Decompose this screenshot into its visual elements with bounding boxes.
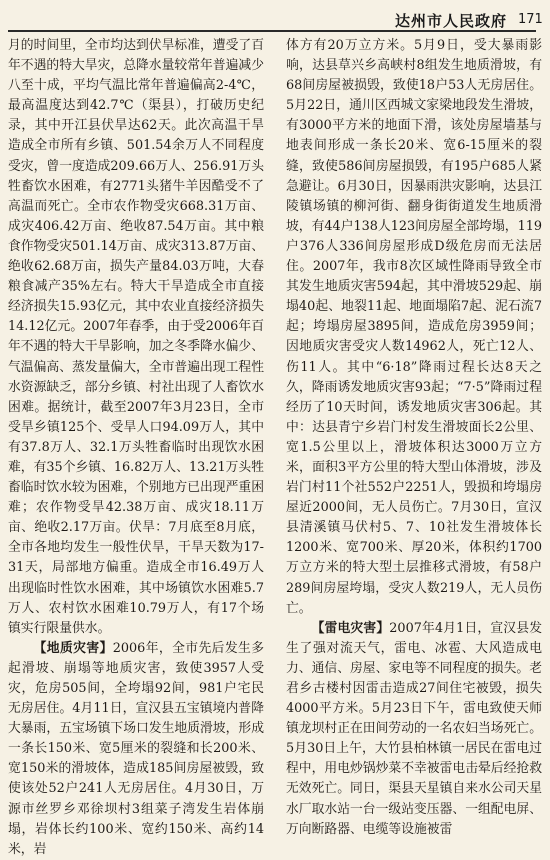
paragraph-drought-continued: 月的时间里，全市均达到伏旱标准，遭受了百年不遇的特大旱灾，总降水量较常年普遍减少八至十成，平均气温比常年普遍偏高2-4℃，最高温度达到42.7℃（渠县），打破历史纪录，其中开江县伏旱达62天。此次高温干旱造成全市所有乡镇、501.54余万人不同程度受灾，曾一度造成209.66万人、256.91万头牲畜饮水困难，有2771头猪牛羊因酷受不了高温而死亡。全市农作物受灾668.31万亩、成灾406.42万亩、绝收87.54万亩。其中粮食作物受灾501.14万亩、成灾313.87万亩、绝收62.68万亩，损失产量84.03万吨，大春粮食减产35%左右。特大干旱造成全市直接经济损失15.93亿元，其中农业直接经济损失14.12亿元。2007年春季，由于受2006年百年不遇的特大干旱影响，加之冬季降水偏少、气温偏高、蒸发量偏大，全市普遍出现工程性水资源缺乏，部分乡镇、村社出现了人畜饮水困难。据统计，截至2007年3月23日，全市受旱乡镇125个、受旱人口94.09万人，其中有37.8万人、32.1万头牲畜临时出现饮水困难，有35个乡镇、16.82万人、13.21万头牲畜临时饮水较为困难，个别地方已出现严重困难；农作物受旱42.38万亩、成灾18.11万亩、绝收2.17万亩。伏旱：7月底至8月底，全市各地均发生一般性伏旱，干旱天数为17-31天，局部地方偏重。造成全市16.49万人出现临时性饮水困难，其中场镇饮水困难5.7万人、农村饮水困难10.79万人，有17个场镇实行限量供水。 [8,38,264,636]
paragraph-geological-disasters [8,639,264,860]
running-header-title: 达州市人民政府 [395,12,508,30]
page-number: 171 [518,12,543,27]
section-tag-lightning: 【雷电灾害】 [311,620,390,636]
paragraph-lightning-disasters [286,619,542,840]
header-rule [8,30,536,32]
paragraph-geological-text: 2006年，全市先后发生多起滑坡、崩塌等地质灾害，致使3957人受灾，危房505间，全垮塌92间，981户宅民无房居住。4月11日，宣汉县五宝镇境内普降大暴雨，五宝场镇下场口发生地质滑坡，形成一条长150米、宽5厘米的裂缝和长200米、宽150米的滑坡体，造成185间房屋被毁，致使该处52户241人无房居住。4月30日，万源市丝罗乡邓徐坝村3组菜子湾发生岩体崩塌，岩体长约100米、宽约150米、高约14米，岩 [8,640,264,857]
paragraph-lightning-text: 2007年4月1日，宣汉县发生了强对流天气，雷电、冰雹、大风造成电力、通信、房屋、家电等不同程度的损失。老君乡古楼村因雷击造成27间住宅被毁，损失4000平方米。5月23日下午，雷电致使天师镇龙坝村正在田间劳动的一名农妇当场死亡。5月30日上午，大竹县柏林镇一居民在雷电过程中，用电炒锅炒菜不幸被雷电击晕后经抢救无效死亡。同日，渠县天星镇自来水公司天星水厂取水站一台一级站变压器、一组配电屏、万向断路器、电缆等设施被雷 [286,620,543,837]
section-tag-geological: 【地质灾害】 [33,640,113,656]
right-column [286,36,542,840]
page-header [0,0,550,34]
left-column [8,36,264,860]
paragraph-geological-continued: 体方有20万立方米。5月9日，受大暴雨影响，达县草兴乡高峡村8组发生地质滑坡，有68间房屋被损毁，致使18户53人无房居住。5月22日，通川区西城文家梁地段发生滑坡，有3000平方米的地面下滑，该处房屋墙基与地表间形成一条长20米、宽6-15厘米的裂缝，致使586间房屋损毁，有195户685人紧急避让。6月30日，因暴雨洪灾影响，达县江陵镇场镇的柳河街、翻身街街道发生地质滑坡，有44户138人123间房屋全部垮塌，119户376人336间房屋形成D级危房而无法居住。2007年，我市8次区域性降雨导致全市其发生地质灾害594起，其中滑坡529起、崩塌40起、地裂11起、地面塌陷7起、泥石流7起；垮塌房屋3895间，造成危房3959间；因地质灾害受灾人数14962人，死亡12人、伤11人。其中“6·18”降雨过程长达8天之久，降雨诱发地质灾害93起；“7·5”降雨过程经历了10天时间，诱发地质灾害306起。其中：达县青宁乡岩门村发生滑坡面长2公里、宽1.5公里以上，滑坡体积达3000万立方米，面积3平方公里的特大型山体滑坡，涉及岩门村11个社552户2251人，毁损和垮塌房屋近2000间，无人员伤亡。7月30日，宣汉县清溪镇马伏村5、7、10社发生滑坡体长1200米、宽700米、厚20米，体积约1700万立方米的特大型土层推移式滑坡，有58户289间房屋垮塌，受灾人数219人，无人员伤亡。 [286,38,542,616]
